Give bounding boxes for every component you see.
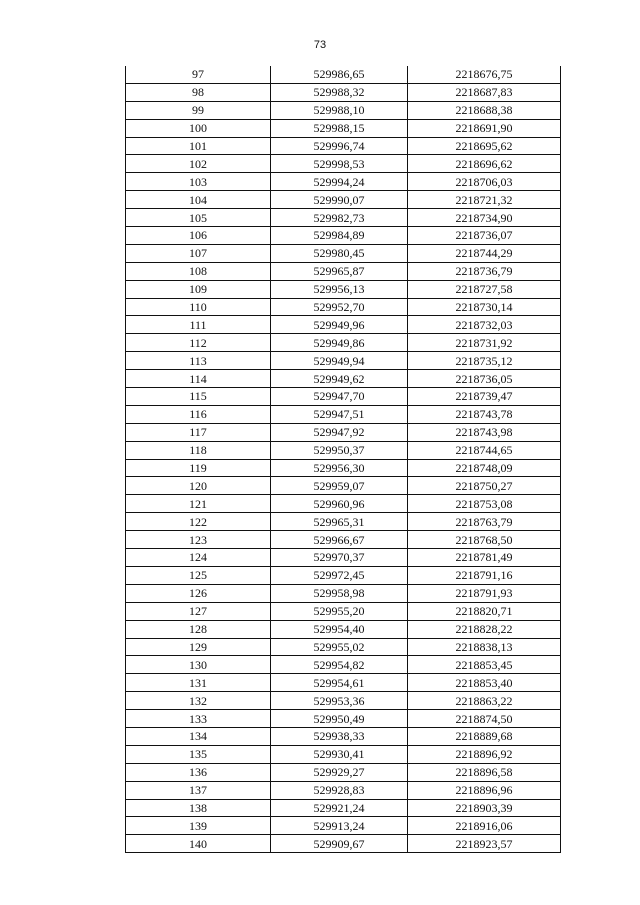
y-coordinate-cell: 2218731,92 — [408, 334, 561, 352]
x-coordinate-cell: 529952,70 — [271, 298, 408, 316]
point-number-cell: 121 — [126, 495, 271, 513]
point-number-cell: 105 — [126, 209, 271, 227]
y-coordinate-cell: 2218923,57 — [408, 835, 561, 853]
point-number-cell: 140 — [126, 835, 271, 853]
table-row — [126, 262, 561, 280]
point-number-cell: 135 — [126, 745, 271, 763]
x-coordinate-cell: 529996,74 — [271, 137, 408, 155]
point-number-cell: 134 — [126, 727, 271, 745]
point-number-cell: 118 — [126, 441, 271, 459]
y-coordinate-cell: 2218853,45 — [408, 656, 561, 674]
x-coordinate-cell: 529988,32 — [271, 83, 408, 101]
table-row — [126, 692, 561, 710]
x-coordinate-cell: 529950,49 — [271, 710, 408, 728]
point-number-cell: 139 — [126, 817, 271, 835]
y-coordinate-cell: 2218736,79 — [408, 262, 561, 280]
table-row — [126, 244, 561, 262]
y-coordinate-cell: 2218820,71 — [408, 602, 561, 620]
point-number-cell: 112 — [126, 334, 271, 352]
x-coordinate-cell: 529966,67 — [271, 531, 408, 549]
table-row — [126, 298, 561, 316]
y-coordinate-cell: 2218874,50 — [408, 710, 561, 728]
y-coordinate-cell: 2218730,14 — [408, 298, 561, 316]
y-coordinate-cell: 2218896,92 — [408, 745, 561, 763]
point-number-cell: 124 — [126, 549, 271, 567]
x-coordinate-cell: 529980,45 — [271, 244, 408, 262]
point-number-cell: 131 — [126, 674, 271, 692]
y-coordinate-cell: 2218736,07 — [408, 227, 561, 245]
table-row — [126, 566, 561, 584]
y-coordinate-cell: 2218863,22 — [408, 692, 561, 710]
x-coordinate-cell: 529909,67 — [271, 835, 408, 853]
point-number-cell: 115 — [126, 388, 271, 406]
table-row — [126, 495, 561, 513]
y-coordinate-cell: 2218903,39 — [408, 799, 561, 817]
point-number-cell: 102 — [126, 155, 271, 173]
x-coordinate-cell: 529950,37 — [271, 441, 408, 459]
point-number-cell: 99 — [126, 101, 271, 119]
table-row — [126, 405, 561, 423]
table-row — [126, 710, 561, 728]
table-row — [126, 781, 561, 799]
x-coordinate-cell: 529954,82 — [271, 656, 408, 674]
table-row — [126, 66, 561, 83]
point-number-cell: 117 — [126, 423, 271, 441]
table-row — [126, 620, 561, 638]
table-row — [126, 835, 561, 853]
y-coordinate-cell: 2218736,05 — [408, 370, 561, 388]
table-row — [126, 549, 561, 567]
table-row — [126, 209, 561, 227]
x-coordinate-cell: 529959,07 — [271, 477, 408, 495]
y-coordinate-cell: 2218691,90 — [408, 119, 561, 137]
x-coordinate-cell: 529960,96 — [271, 495, 408, 513]
x-coordinate-cell: 529955,20 — [271, 602, 408, 620]
x-coordinate-cell: 529965,31 — [271, 513, 408, 531]
table-row — [126, 352, 561, 370]
point-number-cell: 110 — [126, 298, 271, 316]
point-number-cell: 119 — [126, 459, 271, 477]
table-row — [126, 799, 561, 817]
point-number-cell: 125 — [126, 566, 271, 584]
y-coordinate-cell: 2218744,29 — [408, 244, 561, 262]
point-number-cell: 127 — [126, 602, 271, 620]
table-row — [126, 531, 561, 549]
y-coordinate-cell: 2218734,90 — [408, 209, 561, 227]
point-number-cell: 111 — [126, 316, 271, 334]
y-coordinate-cell: 2218791,93 — [408, 584, 561, 602]
table-row — [126, 227, 561, 245]
y-coordinate-cell: 2218744,65 — [408, 441, 561, 459]
x-coordinate-cell: 529949,96 — [271, 316, 408, 334]
y-coordinate-cell: 2218695,62 — [408, 137, 561, 155]
table-row — [126, 173, 561, 191]
coordinates-table-body — [126, 66, 561, 853]
x-coordinate-cell: 529949,86 — [271, 334, 408, 352]
x-coordinate-cell: 529965,87 — [271, 262, 408, 280]
table-row — [126, 638, 561, 656]
x-coordinate-cell: 529994,24 — [271, 173, 408, 191]
x-coordinate-cell: 529984,89 — [271, 227, 408, 245]
x-coordinate-cell: 529947,51 — [271, 405, 408, 423]
y-coordinate-cell: 2218838,13 — [408, 638, 561, 656]
point-number-cell: 97 — [126, 66, 271, 83]
x-coordinate-cell: 529953,36 — [271, 692, 408, 710]
y-coordinate-cell: 2218896,96 — [408, 781, 561, 799]
x-coordinate-cell: 529982,73 — [271, 209, 408, 227]
y-coordinate-cell: 2218706,03 — [408, 173, 561, 191]
table-row — [126, 101, 561, 119]
y-coordinate-cell: 2218763,79 — [408, 513, 561, 531]
x-coordinate-cell: 529930,41 — [271, 745, 408, 763]
point-number-cell: 106 — [126, 227, 271, 245]
table-row — [126, 763, 561, 781]
y-coordinate-cell: 2218896,58 — [408, 763, 561, 781]
y-coordinate-cell: 2218721,32 — [408, 191, 561, 209]
x-coordinate-cell: 529913,24 — [271, 817, 408, 835]
coordinates-table — [125, 66, 561, 853]
point-number-cell: 122 — [126, 513, 271, 531]
point-number-cell: 132 — [126, 692, 271, 710]
x-coordinate-cell: 529988,15 — [271, 119, 408, 137]
x-coordinate-cell: 529972,45 — [271, 566, 408, 584]
y-coordinate-cell: 2218768,50 — [408, 531, 561, 549]
table-row — [126, 137, 561, 155]
table-row — [126, 674, 561, 692]
table-row — [126, 513, 561, 531]
table-row — [126, 459, 561, 477]
x-coordinate-cell: 529928,83 — [271, 781, 408, 799]
y-coordinate-cell: 2218687,83 — [408, 83, 561, 101]
page-number: 73 — [313, 39, 327, 51]
y-coordinate-cell: 2218750,27 — [408, 477, 561, 495]
y-coordinate-cell: 2218743,78 — [408, 405, 561, 423]
point-number-cell: 128 — [126, 620, 271, 638]
point-number-cell: 116 — [126, 405, 271, 423]
point-number-cell: 104 — [126, 191, 271, 209]
point-number-cell: 123 — [126, 531, 271, 549]
table-row — [126, 119, 561, 137]
y-coordinate-cell: 2218727,58 — [408, 280, 561, 298]
y-coordinate-cell: 2218791,16 — [408, 566, 561, 584]
table-row — [126, 441, 561, 459]
table-row — [126, 370, 561, 388]
x-coordinate-cell: 529988,10 — [271, 101, 408, 119]
x-coordinate-cell: 529949,94 — [271, 352, 408, 370]
y-coordinate-cell: 2218676,75 — [408, 66, 561, 83]
x-coordinate-cell: 529955,02 — [271, 638, 408, 656]
table-row — [126, 423, 561, 441]
y-coordinate-cell: 2218696,62 — [408, 155, 561, 173]
table-row — [126, 83, 561, 101]
x-coordinate-cell: 529956,13 — [271, 280, 408, 298]
x-coordinate-cell: 529929,27 — [271, 763, 408, 781]
point-number-cell: 126 — [126, 584, 271, 602]
y-coordinate-cell: 2218828,22 — [408, 620, 561, 638]
point-number-cell: 108 — [126, 262, 271, 280]
y-coordinate-cell: 2218732,03 — [408, 316, 561, 334]
y-coordinate-cell: 2218753,08 — [408, 495, 561, 513]
x-coordinate-cell: 529990,07 — [271, 191, 408, 209]
point-number-cell: 98 — [126, 83, 271, 101]
x-coordinate-cell: 529986,65 — [271, 66, 408, 83]
table-row — [126, 280, 561, 298]
table-row — [126, 334, 561, 352]
point-number-cell: 137 — [126, 781, 271, 799]
x-coordinate-cell: 529949,62 — [271, 370, 408, 388]
table-row — [126, 316, 561, 334]
y-coordinate-cell: 2218781,49 — [408, 549, 561, 567]
table-row — [126, 191, 561, 209]
point-number-cell: 113 — [126, 352, 271, 370]
point-number-cell: 133 — [126, 710, 271, 728]
x-coordinate-cell: 529954,61 — [271, 674, 408, 692]
point-number-cell: 100 — [126, 119, 271, 137]
y-coordinate-cell: 2218743,98 — [408, 423, 561, 441]
point-number-cell: 120 — [126, 477, 271, 495]
point-number-cell: 129 — [126, 638, 271, 656]
table-row — [126, 817, 561, 835]
y-coordinate-cell: 2218853,40 — [408, 674, 561, 692]
x-coordinate-cell: 529970,37 — [271, 549, 408, 567]
table-row — [126, 727, 561, 745]
point-number-cell: 107 — [126, 244, 271, 262]
table-row — [126, 584, 561, 602]
table-row — [126, 602, 561, 620]
table-row — [126, 656, 561, 674]
table-row — [126, 155, 561, 173]
x-coordinate-cell: 529954,40 — [271, 620, 408, 638]
table-row — [126, 477, 561, 495]
point-number-cell: 109 — [126, 280, 271, 298]
y-coordinate-cell: 2218916,06 — [408, 817, 561, 835]
table-row — [126, 745, 561, 763]
point-number-cell: 114 — [126, 370, 271, 388]
y-coordinate-cell: 2218748,09 — [408, 459, 561, 477]
x-coordinate-cell: 529956,30 — [271, 459, 408, 477]
x-coordinate-cell: 529998,53 — [271, 155, 408, 173]
x-coordinate-cell: 529947,92 — [271, 423, 408, 441]
point-number-cell: 101 — [126, 137, 271, 155]
point-number-cell: 130 — [126, 656, 271, 674]
x-coordinate-cell: 529938,33 — [271, 727, 408, 745]
point-number-cell: 136 — [126, 763, 271, 781]
table-row — [126, 388, 561, 406]
y-coordinate-cell: 2218889,68 — [408, 727, 561, 745]
x-coordinate-cell: 529947,70 — [271, 388, 408, 406]
y-coordinate-cell: 2218735,12 — [408, 352, 561, 370]
x-coordinate-cell: 529958,98 — [271, 584, 408, 602]
y-coordinate-cell: 2218739,47 — [408, 388, 561, 406]
point-number-cell: 103 — [126, 173, 271, 191]
x-coordinate-cell: 529921,24 — [271, 799, 408, 817]
point-number-cell: 138 — [126, 799, 271, 817]
y-coordinate-cell: 2218688,38 — [408, 101, 561, 119]
